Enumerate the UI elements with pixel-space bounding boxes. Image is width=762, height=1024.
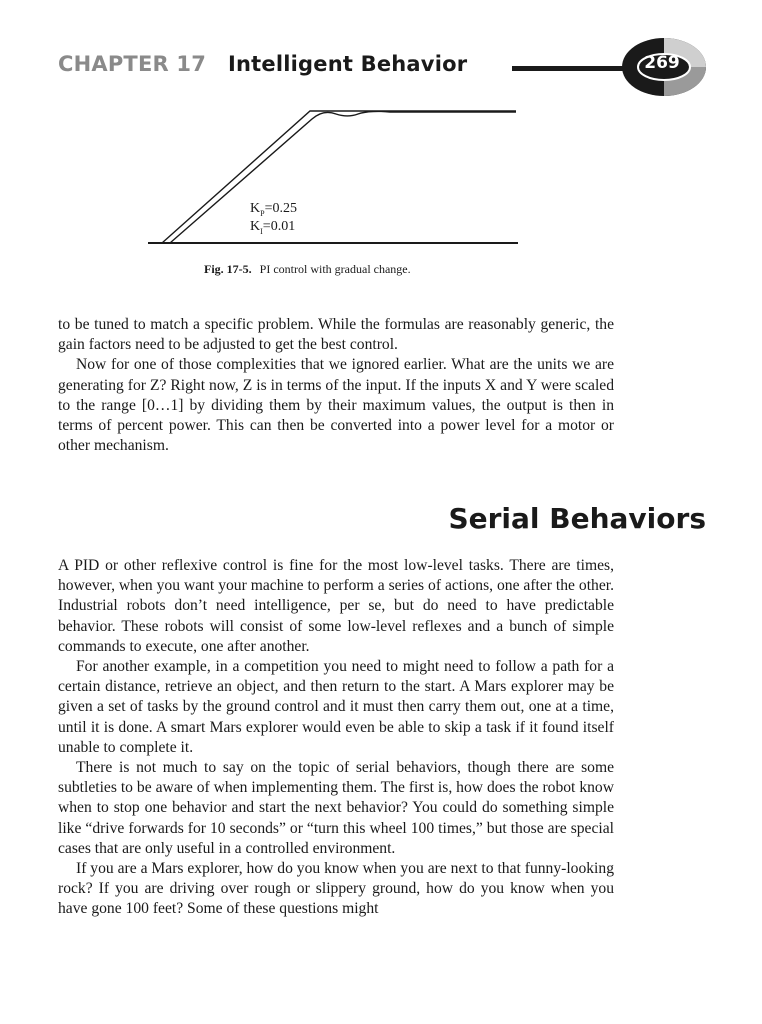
figure-number: Fig. 17-5. [204, 262, 252, 276]
paragraph: A PID or other reflexive control is fine for the most low-level tasks. There are times, however, when you want your machine to perform a series of actions, one after the other. Industrial robots don’t need intelligence, per se, but do need to have predictable behavior. These robots will consist of some low-level reflexes and a bunch of simple commands to execute, one after another. [58, 557, 614, 655]
paragraph: Now for one of those complexities that we ignored earlier. What are the units we are generating for Z? Right now, Z is in terms of the input. If the inputs X and Y were scaled to the range [0…1] by dividing them by their maximum values, the output is then in terms of percent power. This can then be converted into a power level for a motor or other mechanism. [58, 356, 614, 455]
figure-caption [204, 262, 411, 277]
setpoint-line [162, 111, 516, 243]
body-text-section [58, 556, 614, 920]
ki-label: $K_I=0.01$ [250, 219, 296, 236]
response-curve [170, 111, 516, 243]
paragraph: There is not much to say on the topic of serial behaviors, though there are some subtleties to be aware of when implementing them. The first is, how does the robot know when to stop one behavior and start the next behavior? You could do something simple like “drive forwards for 10 seconds” or “turn this wheel 100 times,” but those are special cases that are only useful in a controlled environment. [58, 759, 614, 857]
paragraph: to be tuned to match a specific problem. While the formulas are reasonably generic, the gain factors need to be adjusted to get the best control. [58, 316, 614, 354]
paragraph: If you are a Mars explorer, how do you know when you are next to that funny-looking rock? If you are driving over rough or slippery ground, how do you know when you have gone 100 feet? Some of these questions might [58, 860, 614, 918]
paragraph: For another example, in a competition you need to might need to follow a path for a certain distance, retrieve an object, and then return to the start. A Mars explorer may be given a set of tasks by the ground control and it must then carry them out, one at a time, until it is done. A smart Mars explorer would even be able to skip a task if it found itself unable to complete it. [58, 658, 614, 756]
body-text-top [58, 315, 614, 456]
running-header [58, 52, 467, 76]
chapter-label: CHAPTER 17 [58, 52, 207, 76]
section-heading: Serial Behaviors [448, 502, 706, 535]
chapter-title: Intelligent Behavior [228, 52, 468, 76]
page-number: 269 [644, 53, 680, 73]
pi-control-figure [140, 100, 530, 255]
kp-label: $K_P=0.25$ [250, 201, 297, 218]
figure-caption-text: PI control with gradual change. [259, 262, 411, 276]
